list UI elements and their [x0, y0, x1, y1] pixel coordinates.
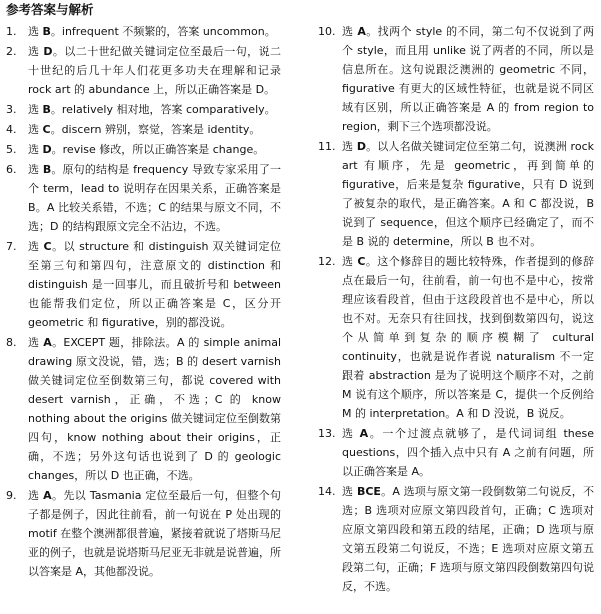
answer-letter: D — [356, 140, 366, 153]
left-column — [6, 22, 281, 582]
item-text: 选 B。infrequent 不频繁的，答案 uncommon。 — [28, 25, 276, 38]
item-number: 10. — [318, 25, 336, 38]
item-text: 选 C。discern 辨别，察觉，答案是 identity。 — [28, 123, 261, 136]
item-number: 11. — [318, 140, 336, 153]
item-text: 选 A。先以 Tasmania 定位至最后一句，但整个句子都是例子，因此往前看，前一句说在 P 处出现的 motif 在整个澳洲都很普遍，紧接着就说了塔斯马尼亚的例子，也就是说塔斯马尼亚无非就是说普遍，所以答案是 A，其他都没说。 — [28, 489, 281, 578]
answer-item — [6, 120, 281, 139]
item-text: 选 B。原句的结构是 frequency 导致专家采用了一个 term，lead to 说明存在因果关系，正确答案是 B。A 比较关系错，不选；C 的结果与原文不同，不选；D 的结构跟原文完全不沾边，不选。 — [28, 163, 281, 233]
answer-letter: D — [43, 45, 53, 58]
item-number: 6. — [6, 163, 17, 176]
answer-item — [6, 486, 281, 581]
item-text: 选 D。以人名做关键词定位至第二句，说澳洲 rock art 有顺序，先是 geometric，再到简单的 figurative，后来是复杂 figurative，只有 D 说到了被复杂的取代，是正确答案。A 和 C 都没说，B 说到了 sequence，但这个顺序已经确定了，而不是 B 说的 determine，所以 B 也不对。 — [342, 140, 594, 248]
item-number: 1. — [6, 25, 17, 38]
answer-letter: B — [42, 103, 51, 116]
item-number: 4. — [6, 123, 17, 136]
answer-item — [318, 482, 594, 596]
right-column — [318, 22, 594, 597]
item-number: 2. — [6, 45, 17, 58]
item-number: 9. — [6, 489, 17, 502]
item-text: 选 A。找两个 style 的不同，第二句不仅说到了两个 style，而且用 unlike 说了两者的不同，所以是信息所在。这句说跟泛澳洲的 geometric 不同，figurative 有更大的区域性特征，也就是说不同区域有区别，所以正确答案是 A 的 from region to region，剩下三个选项都没说。 — [342, 25, 595, 133]
item-number: 8. — [6, 336, 17, 349]
answer-item — [318, 22, 594, 136]
item-text: 选 C。这个修辞目的题比较特殊，作者提到的修辞点在最后一句，往前看，前一句也不是中心，按常理应该看段首，但由于这段段首也不是中心，所以也不对。无奈只有往回找，找到倒数第四句，说这个从简单到复杂的顺序模糊了 cultural continuity，也就是说作者说 naturalism 不一定跟着 abstraction 是为了说明这个顺序不对，之前 M 说有这个顺序，所以答案是 C，提供一个反例给 M 的 interpretation。A 和 D 没说，B 说反。 — [342, 255, 595, 420]
answer-letter: A — [357, 25, 366, 38]
item-number: 5. — [6, 143, 17, 156]
answer-letter: A — [43, 336, 52, 349]
item-number: 14. — [318, 485, 336, 498]
item-text: 选 B。relatively 相对地，答案 comparatively。 — [28, 103, 276, 116]
answer-item — [6, 333, 281, 485]
answer-item — [318, 137, 594, 251]
item-text: 选 C。以 structure 和 distinguish 双关键词定位至第三句和第四句，注意原文的 distinction 和 distinguish 是一回事儿，而且破折号和 between 也能帮我们定位，所以正确答案是 C，区分开 geometric 和 figurative，别的都没说。 — [28, 240, 281, 329]
item-text: 选 BCE。A 选项与原文第一段倒数第二句说反，不选；B 选项对应原文第四段首句，正确；C 选项对应原文第四段和第五段的结尾，正确；D 选项与原文第五段第二句说反，不选；E 选项对应原文第五段第二句，正确；F 选项与原文第四段倒数第四句说反，不选。 — [342, 485, 594, 593]
answer-item — [318, 252, 594, 423]
item-number: 12. — [318, 255, 336, 268]
answer-letter: C — [42, 123, 51, 136]
answer-letter: C — [43, 240, 52, 253]
answer-letter: B — [42, 25, 51, 38]
answer-letter: D — [42, 143, 52, 156]
answer-letter: B — [42, 163, 52, 176]
answer-item — [6, 160, 281, 236]
answer-item — [6, 42, 281, 99]
item-number: 3. — [6, 103, 17, 116]
item-text: 选 D。以二十世纪做关键词定位至最后一句，说二十世纪的后几十年人们花更多功夫在理解和记录 rock art 的 abundance 上，所以正确答案是 D。 — [28, 45, 282, 96]
item-text: 选 D。revise 修改，所以正确答案是 change。 — [28, 143, 265, 156]
item-number: 7. — [6, 240, 17, 253]
answer-letter: A — [43, 489, 52, 502]
answer-letter: BCE — [356, 485, 381, 498]
answer-item — [6, 22, 281, 41]
answer-item — [6, 140, 281, 159]
answer-item — [6, 237, 281, 332]
answer-item — [318, 424, 594, 481]
item-text: 选 A。一个过渡点就够了，是代词词组 these questions，四个插入点中只有 A 之前有问题，所以正确答案是 A。 — [342, 427, 595, 478]
item-text: 选 A。EXCEPT 题，排除法。A 的 simple animal drawing 原文没说，错，选；B 的 desert varnish 做关键词定位至倒数第三句，都说 covered with desert varnish，正确，不选；C 的 know nothing about the origins 做关键词定位至倒数第四句，know nothing about their origins，正确，不选；另外这句话也说到了 D 的 geologic changes，所以 D 也正确，不选。 — [28, 336, 281, 482]
answer-item — [6, 100, 281, 119]
answer-letter: A — [359, 427, 369, 440]
page-heading: 参考答案与解析 — [6, 2, 94, 17]
item-number: 13. — [318, 427, 336, 440]
answer-letter: C — [357, 255, 366, 268]
